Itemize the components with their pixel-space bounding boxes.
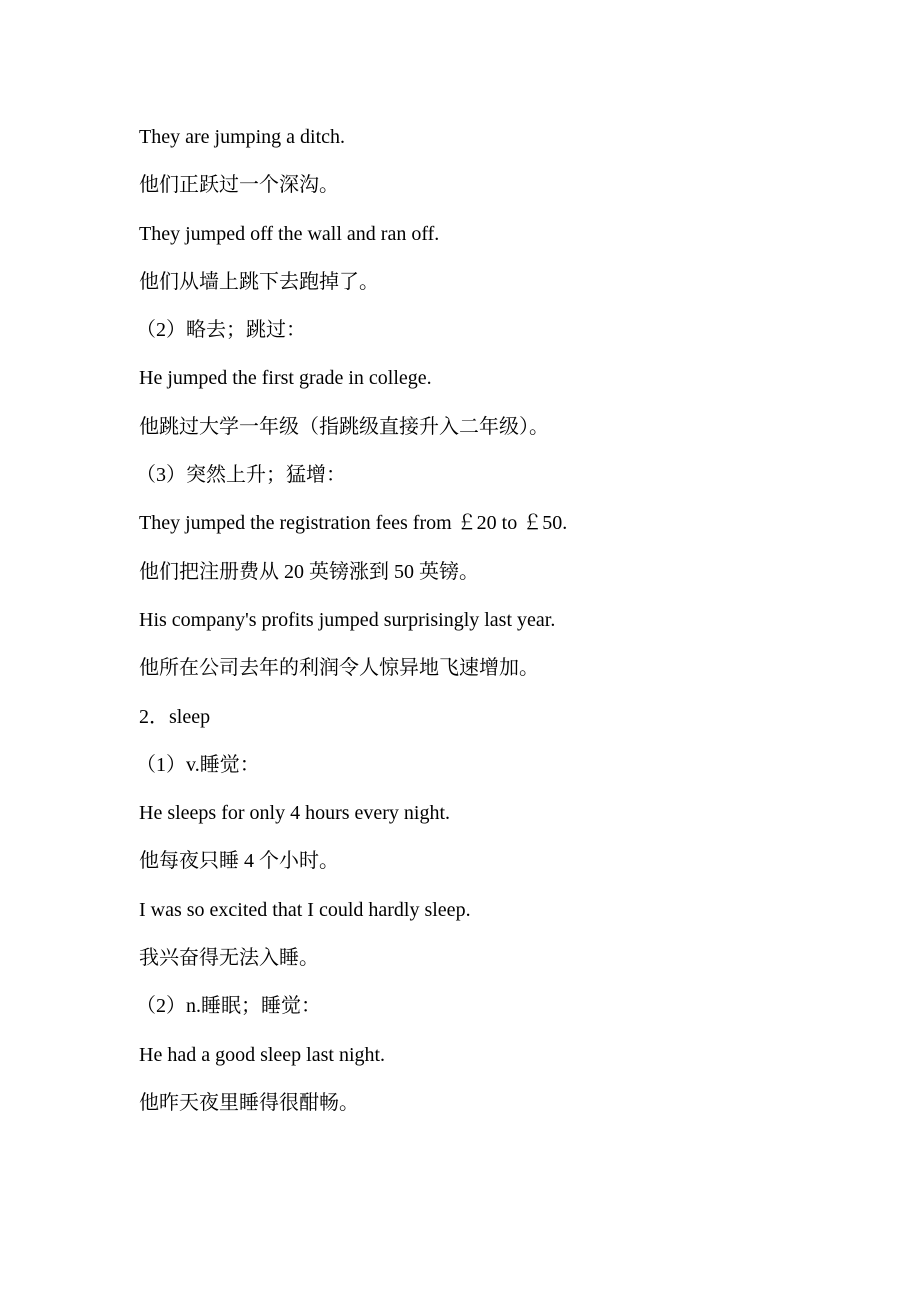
example-sentence-english: His company's profits jumped surprisingly last year. <box>139 608 556 631</box>
sense-heading: （1）v.睡觉： <box>136 753 260 776</box>
sense-heading: （2）n.睡眠；睡觉： <box>136 995 321 1018</box>
example-sentence-chinese: 他每夜只睡 4 个小时。 <box>139 850 339 873</box>
example-sentence-chinese: 他们从墙上跳下去跑掉了。 <box>139 270 379 293</box>
example-sentence-chinese: 他们正跃过一个深沟。 <box>139 174 339 197</box>
document-body <box>136 121 859 1135</box>
word-heading: 2．sleep <box>139 705 211 728</box>
sense-heading: （2）略去；跳过： <box>136 319 306 342</box>
example-sentence-english: He had a good sleep last night. <box>139 1043 386 1066</box>
example-sentence-chinese: 他所在公司去年的利润令人惊异地飞速增加。 <box>139 657 539 680</box>
example-sentence-english: They jumped off the wall and ran off. <box>139 222 440 245</box>
example-sentence-english: They jumped the registration fees from ￡20 to ￡50. <box>139 512 568 535</box>
example-sentence-english: He sleeps for only 4 hours every night. <box>139 802 451 825</box>
example-sentence-chinese: 他们把注册费从 20 英镑涨到 50 英镑。 <box>139 560 479 583</box>
example-sentence-english: They are jumping a ditch. <box>139 126 346 148</box>
example-sentence-english: He jumped the first grade in college. <box>139 367 432 390</box>
sense-heading: （3）突然上升；猛增： <box>136 464 346 487</box>
example-sentence-chinese: 他跳过大学一年级（指跳级直接升入二年级）。 <box>139 415 549 438</box>
example-sentence-chinese: 他昨天夜里睡得很酣畅。 <box>139 1091 359 1114</box>
example-sentence-chinese: 我兴奋得无法入睡。 <box>139 947 319 970</box>
example-sentence-english: I was so excited that I could hardly sleep. <box>139 898 471 921</box>
